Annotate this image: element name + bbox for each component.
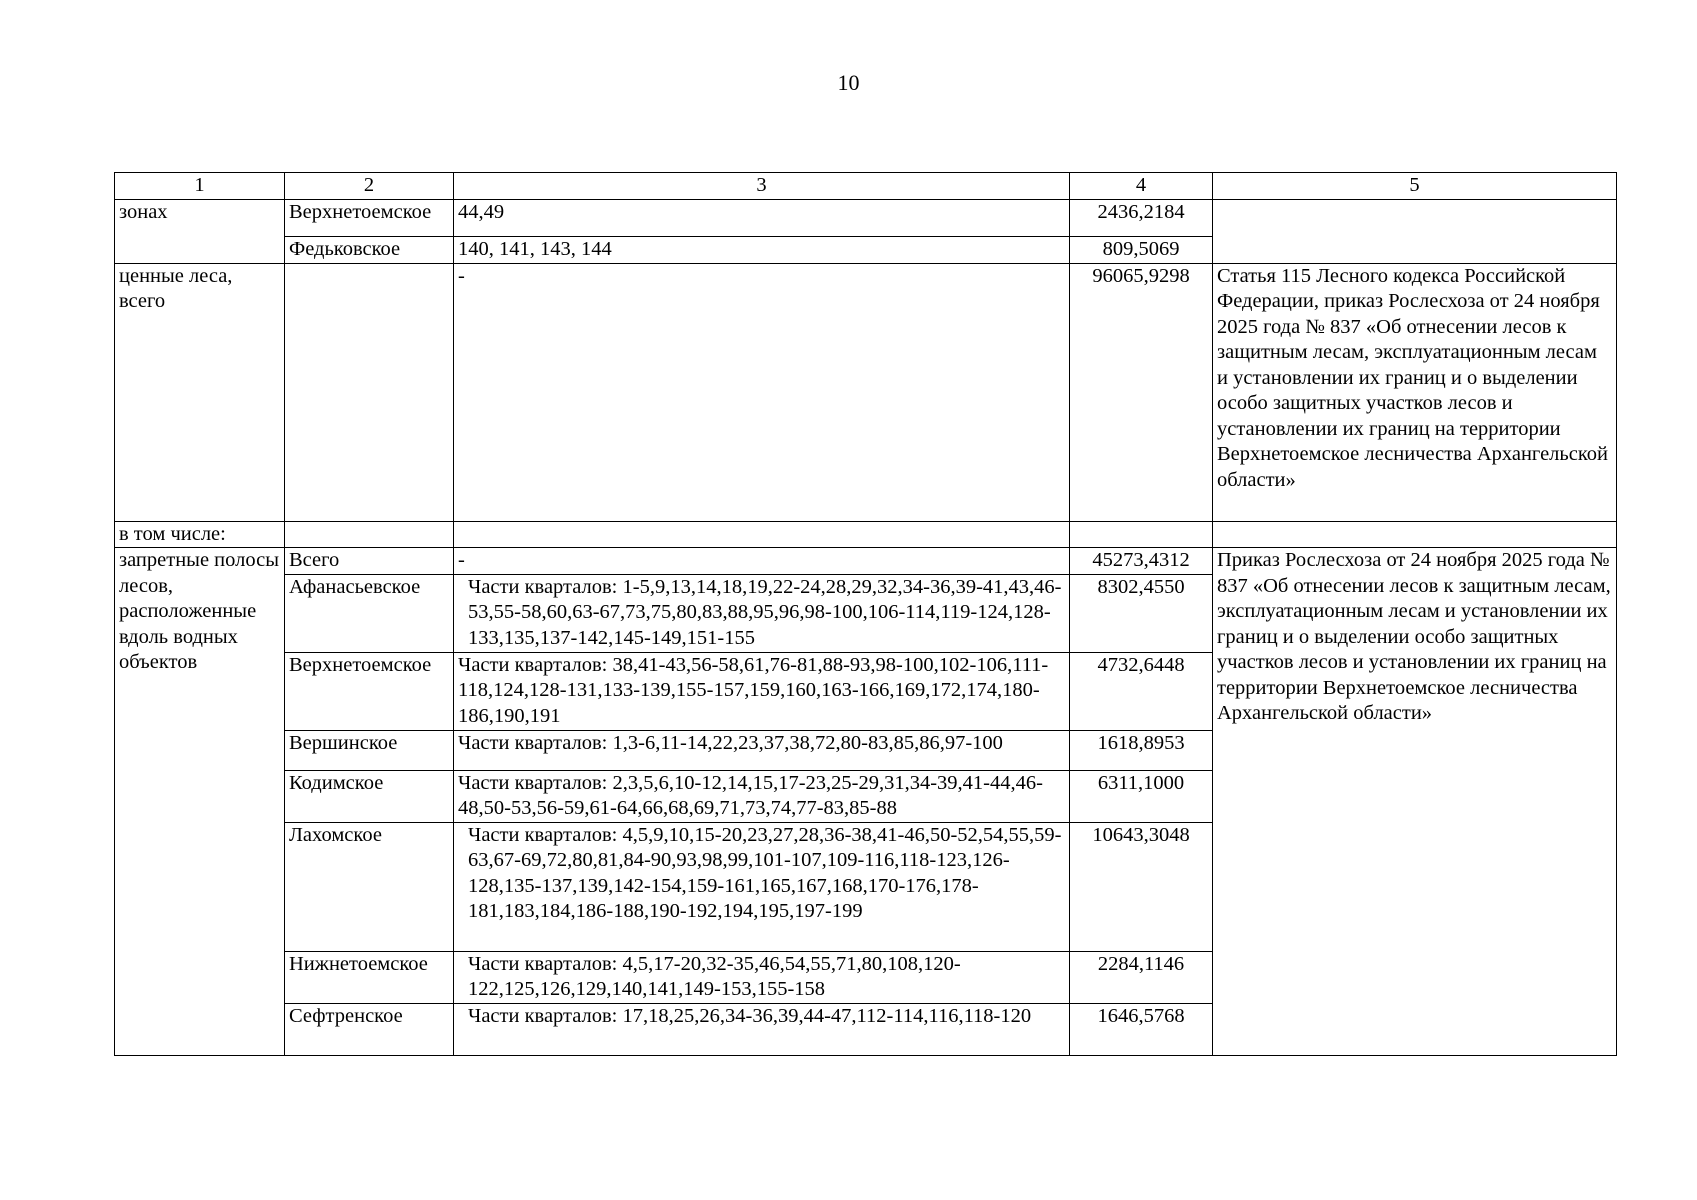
quarters-cell: - (454, 548, 1070, 575)
forestry-cell: Лахомское (285, 822, 454, 951)
area-cell: 10643,3048 (1070, 822, 1213, 951)
column-header-4: 4 (1070, 173, 1213, 200)
area-cell: 1618,8953 (1070, 730, 1213, 770)
column-header-1: 1 (115, 173, 285, 200)
area-cell: 6311,1000 (1070, 770, 1213, 822)
table-header-row (115, 173, 1617, 200)
basis-cell (1213, 200, 1617, 264)
area-cell: 2284,1146 (1070, 951, 1213, 1003)
basis-cell: Приказ Рослесхоза от 24 ноября 2025 года № 837 «Об отнесении лесов к защитным лесам, эксплуатационным лесам и установлении их границ и о выделении особо защитных участков лесов и установлении их границ на территории Верхнетоемское лесничества Архангельской области» (1213, 548, 1617, 1056)
column-header-3: 3 (454, 173, 1070, 200)
quarters-cell: Части кварталов: 2,3,5,6,10-12,14,15,17-23,25-29,31,34-39,41-44,46-48,50-53,56-59,61-64,66,68,69,71,73,74,77-83,85-88 (454, 770, 1070, 822)
table-row (115, 263, 1617, 521)
area-cell: 4732,6448 (1070, 652, 1213, 730)
forestry-cell: Вершинское (285, 730, 454, 770)
table-row (115, 521, 1617, 548)
area-cell: 45273,4312 (1070, 548, 1213, 575)
forestry-cell: Верхнетоемское (285, 200, 454, 237)
area-cell: 96065,9298 (1070, 263, 1213, 521)
quarters-cell (454, 521, 1070, 548)
forestry-cell: Нижнетоемское (285, 951, 454, 1003)
forestry-cell: Кодимское (285, 770, 454, 822)
forestry-cell (285, 263, 454, 521)
quarters-cell: 44,49 (454, 200, 1070, 237)
forestry-cell: Всего (285, 548, 454, 575)
column-header-2: 2 (285, 173, 454, 200)
quarters-cell: - (454, 263, 1070, 521)
area-cell: 2436,2184 (1070, 200, 1213, 237)
quarters-cell: Части кварталов: 4,5,17-20,32-35,46,54,55,71,80,108,120-122,125,126,129,140,141,149-153,155-158 (454, 951, 1070, 1003)
quarters-cell: Части кварталов: 1-5,9,13,14,18,19,22-24,28,29,32,34-36,39-41,43,46-53,55-58,60,63-67,73,75,80,83,88,95,96,98-100,106-114,119-124,128-133,135,137-142,145-149,151-155 (454, 574, 1070, 652)
forestry-cell: Афанасьевское (285, 574, 454, 652)
area-cell: 1646,5768 (1070, 1003, 1213, 1055)
area-cell (1070, 521, 1213, 548)
page-number: 10 (837, 70, 860, 95)
basis-cell (1213, 521, 1617, 548)
quarters-cell: Части кварталов: 1,3-6,11-14,22,23,37,38,72,80-83,85,86,97-100 (454, 730, 1070, 770)
column-header-5: 5 (1213, 173, 1617, 200)
table-row (115, 200, 1617, 237)
forest-categories-table (114, 172, 1617, 1056)
forestry-cell: Верхнетоемское (285, 652, 454, 730)
quarters-cell: Части кварталов: 4,5,9,10,15-20,23,27,28,36-38,41-46,50-52,54,55,59-63,67-69,72,80,81,84-90,93,98,99,101-107,109-116,118-123,126-128,135-137,139,142-154,159-161,165,167,168,170-176,178-181,183,184,186-188,190-192,194,195,197-199 (454, 822, 1070, 951)
area-cell: 809,5069 (1070, 237, 1213, 264)
table-row (115, 548, 1617, 575)
forestry-cell: Сефтренское (285, 1003, 454, 1055)
quarters-cell: 140, 141, 143, 144 (454, 237, 1070, 264)
basis-cell: Статья 115 Лесного кодекса Российской Федерации, приказ Рослесхоза от 24 ноября 2025 года № 837 «Об отнесении лесов к защитным лесам, эксплуатационным лесам и установлении их границ и о выделении особо защитных участков лесов и установлении их границ на территории Верхнетоемское лесничества Архангельской области» (1213, 263, 1617, 521)
category-cell: в том числе: (115, 521, 285, 548)
category-cell: запретные полосы лесов, расположенные вдоль водных объектов (115, 548, 285, 1056)
category-cell: ценные леса, всего (115, 263, 285, 521)
forestry-cell (285, 521, 454, 548)
quarters-cell: Части кварталов: 17,18,25,26,34-36,39,44-47,112-114,116,118-120 (454, 1003, 1070, 1055)
quarters-cell: Части кварталов: 38,41-43,56-58,61,76-81,88-93,98-100,102-106,111-118,124,128-131,133-139,155-157,159,160,163-166,169,172,174,180-186,190,191 (454, 652, 1070, 730)
area-cell: 8302,4550 (1070, 574, 1213, 652)
category-cell: зонах (115, 200, 285, 264)
forestry-cell: Федьковское (285, 237, 454, 264)
